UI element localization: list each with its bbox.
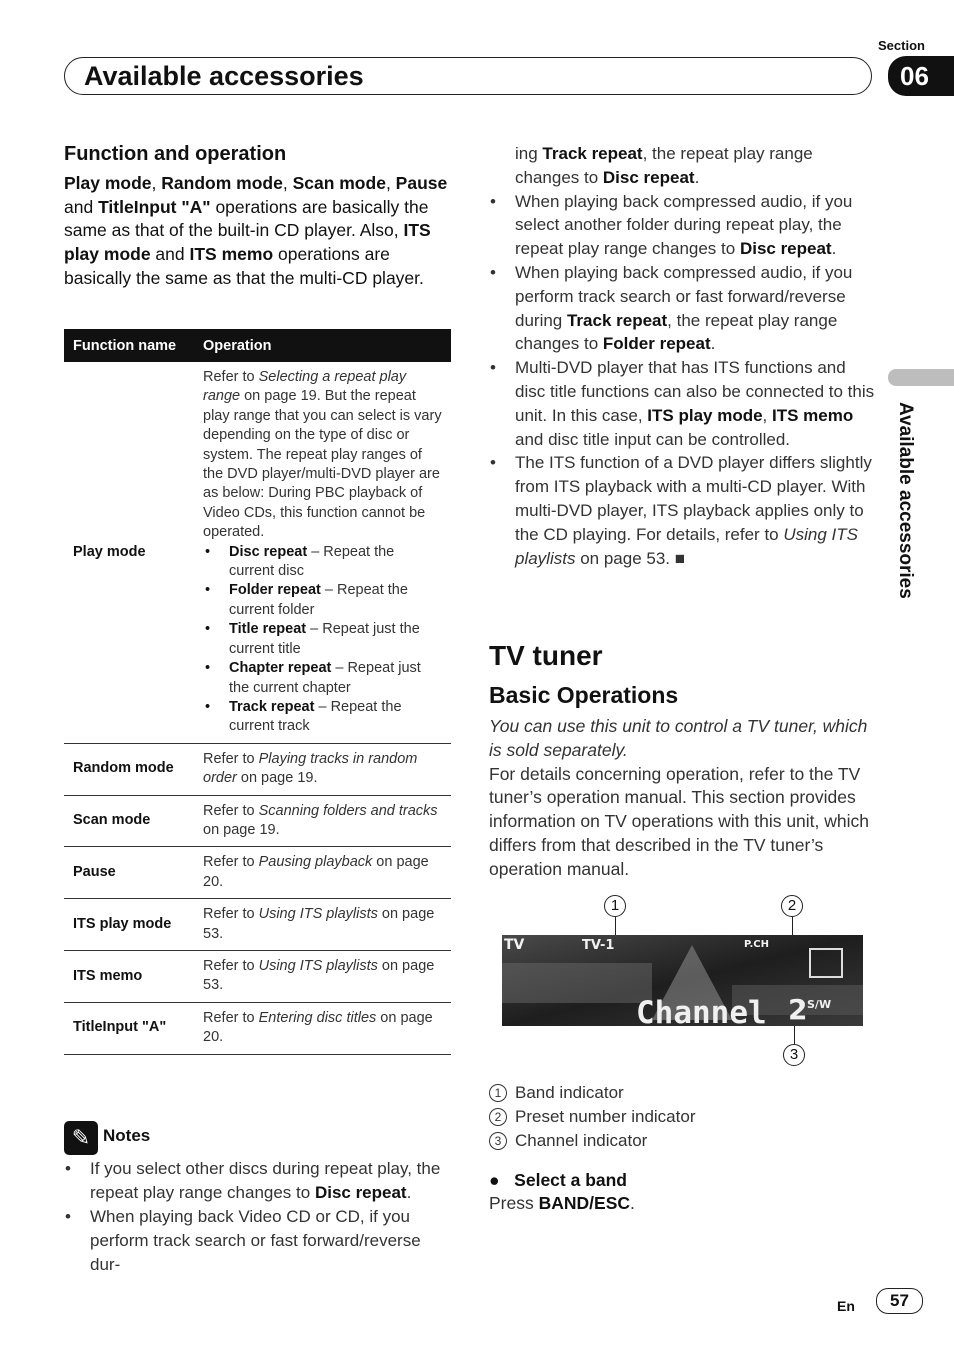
note-item	[64, 1205, 452, 1277]
italic-reference: Using ITS playlists	[515, 524, 858, 568]
column-header-operation: Operation	[194, 329, 451, 362]
section-number-tab: 06	[888, 56, 954, 96]
table-row	[64, 950, 451, 1002]
legend-number: 2	[489, 1108, 507, 1126]
callout-3: 3	[783, 1044, 805, 1066]
function-name-cell: Scan mode	[64, 795, 194, 847]
text-run: – Repeat the current disc	[229, 543, 395, 580]
function-name-cell: Play mode	[64, 362, 194, 743]
function-name-cell: Random mode	[64, 743, 194, 795]
bold-term: Track repeat	[229, 698, 315, 715]
bullet-dot-icon: ●	[489, 1170, 500, 1190]
continued-bullets	[489, 142, 879, 570]
section-label: Section	[878, 38, 925, 53]
side-section-label: Available accessories	[895, 402, 916, 599]
callout-1: 1	[604, 895, 626, 917]
text-run: .	[406, 1183, 412, 1202]
text-run: When playing back Video CD or CD, if you perform track search or fast forward/reverse dur-	[90, 1207, 421, 1274]
text-run: on page 19.	[203, 821, 280, 838]
operation-cell	[194, 899, 451, 951]
text-run: and	[64, 196, 99, 217]
text-run: .	[694, 167, 700, 187]
legend-item	[489, 1081, 695, 1105]
table-row	[64, 1002, 451, 1054]
text-run: Refer to	[203, 854, 259, 871]
operation-cell	[194, 950, 451, 1002]
table-row	[64, 899, 451, 951]
text-run: If you select other discs during repeat play, the repeat play range changes to	[90, 1159, 441, 1202]
text-run: Refer to	[203, 802, 259, 819]
text-run: – Repeat the current track	[229, 698, 402, 735]
text-run: on page 20.	[203, 1009, 433, 1046]
table-row	[64, 743, 451, 795]
operation-cell	[194, 1002, 451, 1054]
legend-label: Channel indicator	[515, 1131, 648, 1150]
bold-term: ITS play mode	[647, 405, 763, 425]
table-row	[64, 795, 451, 847]
bold-term: Disc repeat	[314, 1183, 407, 1202]
text-run: Refer to	[203, 750, 259, 767]
text-run: ,	[762, 405, 772, 425]
italic-reference: Selecting a repeat play range	[203, 369, 407, 405]
function-heading: Function and operation	[64, 143, 287, 165]
bold-term: Track repeat	[566, 310, 668, 330]
list-item	[203, 659, 442, 698]
select-band-heading	[489, 1170, 627, 1191]
legend-number: 1	[489, 1084, 507, 1102]
bold-term: Disc repeat	[229, 543, 308, 560]
notes-title: Notes	[103, 1126, 151, 1145]
text-run: on page 19.	[236, 770, 318, 787]
legend-number: 3	[489, 1132, 507, 1150]
list-item	[203, 581, 442, 620]
display-channel-text: Channel	[636, 995, 767, 1026]
table-row	[64, 362, 451, 743]
italic-reference: Pausing playback	[258, 854, 373, 871]
bold-term: Title repeat	[229, 621, 307, 638]
text-run: When playing back compressed audio, if you perform track search or fast forward/reverse during	[515, 262, 853, 330]
text-run: on page 53.	[203, 906, 435, 942]
operation-cell	[194, 795, 451, 847]
text-run: on page 19.	[240, 388, 321, 405]
text-run: operations are basically the same as that of the built-in CD player. Also,	[64, 196, 429, 241]
bold-term: Scan mode	[292, 173, 386, 193]
text-run: – Repeat just the current chapter	[229, 660, 421, 696]
function-name-cell: ITS memo	[64, 950, 194, 1002]
list-item	[203, 543, 442, 582]
tv-body-text: For details concerning operation, refer to the TV tuner’s operation manual. This section provides information on TV operations with this unit, which differs from that described in the TV tuner’s operation manual.	[489, 763, 870, 879]
text-run: ,	[385, 173, 396, 193]
bold-term: Disc repeat	[739, 239, 832, 259]
text-run: Multi-DVD player that has ITS functions and disc title functions can also be connected to this unit. In this case,	[515, 358, 875, 425]
list-item	[489, 261, 879, 356]
italic-reference: Scanning folders and tracks	[258, 802, 438, 819]
display-preset-number: 2	[788, 993, 808, 1026]
italic-reference: Using ITS playlists	[258, 906, 378, 923]
operation-cell	[194, 847, 451, 899]
function-name-cell: ITS play mode	[64, 899, 194, 951]
text-run: .	[831, 239, 837, 259]
press-instruction	[489, 1193, 635, 1214]
list-item	[203, 620, 442, 659]
page-number: 57	[876, 1288, 923, 1314]
function-table	[64, 329, 451, 1055]
page-title: Available accessories	[84, 61, 364, 91]
text-run: – Repeat the current folder	[229, 582, 408, 618]
function-name-cell: TitleInput "A"	[64, 1002, 194, 1054]
operation-cell	[194, 743, 451, 795]
legend-item	[489, 1105, 695, 1129]
legend-label: Band indicator	[515, 1083, 624, 1102]
text-run: , the repeat play range changes to	[515, 310, 838, 354]
text-run: and	[150, 244, 190, 265]
side-tab-strip	[888, 369, 954, 386]
column-header-function: Function name	[64, 329, 194, 362]
operation-cell	[194, 362, 451, 743]
tv-tuner-heading: TV tuner	[489, 640, 603, 671]
text-run: Refer to	[203, 369, 259, 385]
bold-term: Folder repeat	[229, 582, 321, 599]
language-label: En	[837, 1298, 855, 1314]
text-run: ,	[151, 173, 162, 193]
display-pch-text: P.CH	[744, 939, 769, 950]
text-run: ing	[515, 144, 543, 163]
tv-body	[489, 715, 879, 882]
text-run: Refer to	[203, 906, 259, 923]
list-item	[489, 451, 879, 570]
right-bullet-list	[489, 190, 879, 571]
legend-item	[489, 1129, 695, 1153]
text-run: .	[630, 1193, 635, 1213]
bold-term: ITS play mode	[64, 220, 431, 265]
text-run: on page 20.	[203, 854, 429, 890]
bold-term: Disc repeat	[602, 167, 695, 187]
bold-term: Random mode	[161, 173, 283, 193]
select-band-label: Select a band	[514, 1170, 627, 1190]
text-run: on page 53.	[203, 957, 435, 994]
table-row	[64, 847, 451, 899]
text-run: operations are basically the same as that the multi-CD player.	[64, 244, 424, 288]
intro-paragraph	[64, 172, 452, 291]
text-run: , the repeat play range changes to	[515, 144, 813, 187]
bold-term: Track repeat	[542, 144, 643, 163]
italic-reference: Playing tracks in random order	[203, 750, 418, 787]
text-run: on page 53. ■	[575, 548, 685, 568]
repeat-range-list	[203, 543, 442, 737]
display-sw-text: S/W	[807, 998, 832, 1011]
indicator-legend	[489, 1081, 695, 1153]
list-item	[203, 698, 442, 737]
display-graphic	[502, 935, 863, 1026]
text-run: Refer to	[203, 957, 259, 974]
display-band-text: TV-1	[582, 938, 615, 953]
text-run: – Repeat just the current title	[229, 621, 420, 657]
italic-reference: Using ITS playlists	[258, 957, 378, 974]
bold-term: Pause	[395, 173, 448, 193]
text-run: When playing back compressed audio, if you select another folder during repeat play, the repeat play range changes to	[515, 191, 853, 259]
text-run: and disc title input can be controlled.	[515, 429, 791, 449]
list-item	[489, 190, 879, 261]
italic-reference: Entering disc titles	[258, 1009, 377, 1026]
text-run: Refer to	[203, 1009, 259, 1026]
function-name-cell: Pause	[64, 847, 194, 899]
bold-term: Folder repeat	[602, 334, 711, 354]
bold-term: TitleInput "A"	[98, 196, 211, 217]
continued-text	[489, 142, 879, 190]
basic-operations-heading: Basic Operations	[489, 682, 679, 708]
bold-term: Chapter repeat	[229, 660, 332, 677]
notes-list	[64, 1157, 452, 1277]
legend-label: Preset number indicator	[515, 1107, 696, 1126]
tv-intro-italic: You can use this unit to control a TV tuner, which is sold separately.	[489, 716, 868, 760]
callout-2: 2	[781, 895, 803, 917]
text-run: During PBC playback of Video CDs, this function cannot be operated.	[203, 485, 426, 541]
text-run: But the repeat play range that you can select is vary depending on the type of disc or system. The repeat play ranges of the DVD player/multi-DVD player are as below:	[203, 388, 442, 502]
bold-term: BAND/ESC	[538, 1193, 631, 1213]
notes-pencil-icon: ✎	[64, 1121, 98, 1155]
bold-term: ITS memo	[772, 405, 854, 425]
tv-display-image	[502, 935, 863, 1026]
bold-term: Play mode	[64, 173, 152, 193]
note-item	[64, 1157, 452, 1205]
text-run: ,	[282, 173, 293, 193]
text-run: .	[710, 334, 716, 354]
display-tv-text: TV	[504, 937, 525, 953]
text-run: The ITS function of a DVD player differs slightly from ITS playback with a multi-CD player. With multi-DVD player, ITS playback applies only to the CD playing. For details, refer to	[515, 453, 872, 544]
bold-term: ITS memo	[189, 244, 274, 265]
list-item	[489, 356, 879, 451]
text-run: Press	[489, 1193, 539, 1213]
